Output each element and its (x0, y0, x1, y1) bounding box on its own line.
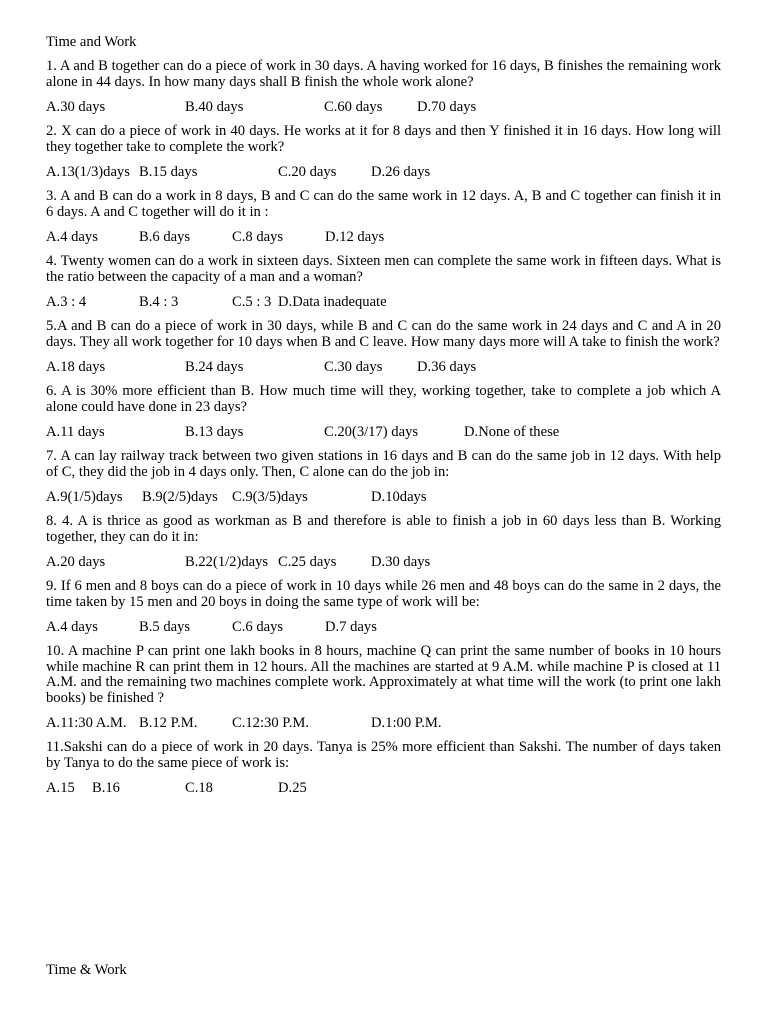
option-a: A.15 (46, 780, 75, 796)
question-3: 3. A and B can do a work in 8 days, B and C can do the same work in 12 days. A, B and C together can finish it in 6 days. A and C together will do it in : (46, 188, 721, 220)
options-1 (46, 99, 721, 115)
options-9 (46, 619, 721, 635)
option-c: C.9(3/5)days (232, 489, 308, 505)
option-c: C.30 days (324, 359, 383, 375)
option-a: A.4 days (46, 619, 98, 635)
options-4 (46, 294, 721, 310)
option-c: C.12:30 P.M. (232, 715, 310, 731)
option-d: D.7 days (325, 619, 377, 635)
options-7 (46, 489, 721, 505)
option-d: D.10days (371, 489, 427, 505)
option-d: D.26 days (371, 164, 431, 180)
option-b: B.6 days (139, 229, 191, 245)
option-a: A.3 : 4 (46, 294, 87, 310)
option-d: D.None of these (464, 424, 560, 440)
option-b: B.40 days (185, 99, 244, 115)
options-6 (46, 424, 721, 440)
option-c: C.8 days (232, 229, 284, 245)
document-page (46, 34, 721, 805)
option-d: D.1:00 P.M. (371, 715, 442, 731)
option-d: D.12 days (325, 229, 385, 245)
option-b: B.15 days (139, 164, 198, 180)
option-d: D.Data inadequate (278, 294, 387, 310)
question-4: 4. Twenty women can do a work in sixteen days. Sixteen men can complete the same work in fifteen days. What is the ratio between the capacity of a man and a woman? (46, 253, 721, 285)
option-d: D.36 days (417, 359, 477, 375)
options-8 (46, 554, 721, 570)
option-a: A.11 days (46, 424, 105, 440)
option-b: B.4 : 3 (139, 294, 179, 310)
question-7: 7. A can lay railway track between two given stations in 16 days and B can do the same job in 12 days. With help of C, they did the job in 4 days only. Then, C alone can do the job in: (46, 448, 721, 480)
question-11: 11.Sakshi can do a piece of work in 20 days. Tanya is 25% more efficient than Sakshi. The number of days taken by Tanya to do the same piece of work is: (46, 739, 721, 771)
question-5: 5.A and B can do a piece of work in 30 days, while B and C can do the same work in 24 days and C and A in 20 days. They all work together for 10 days when B and C leave. How many days more will A take to finish the work? (46, 318, 721, 350)
option-c: C.20(3/17) days (324, 424, 419, 440)
question-2: 2. X can do a piece of work in 40 days. He works at it for 8 days and then Y finished it in 16 days. How long will they together take to complete the work? (46, 123, 721, 155)
option-d: D.30 days (371, 554, 431, 570)
option-c: C.5 : 3 (232, 294, 272, 310)
option-b: B.22(1/2)days (185, 554, 269, 570)
options-3 (46, 229, 721, 245)
option-a: A.30 days (46, 99, 106, 115)
options-5 (46, 359, 721, 375)
option-c: C.60 days (324, 99, 383, 115)
option-a: A.18 days (46, 359, 106, 375)
option-d: D.25 (278, 780, 307, 796)
option-a: A.9(1/5)days (46, 489, 123, 505)
option-b: B.13 days (185, 424, 244, 440)
option-c: C.6 days (232, 619, 284, 635)
option-a: A.20 days (46, 554, 106, 570)
page-footer: Time & Work (46, 962, 127, 978)
options-10 (46, 715, 721, 731)
option-c: C.25 days (278, 554, 337, 570)
question-8: 8. 4. A is thrice as good as workman as B and therefore is able to finish a job in 60 days less than B. Working together, they can do it in: (46, 513, 721, 545)
question-6: 6. A is 30% more efficient than B. How much time will they, working together, take to complete a job which A alone could have done in 23 days? (46, 383, 721, 415)
option-c: C.20 days (278, 164, 337, 180)
document-title: Time and Work (46, 34, 137, 50)
question-1: 1. A and B together can do a piece of work in 30 days. A having worked for 16 days, B finishes the remaining work alone in 44 days. In how many days shall B finish the whole work alone? (46, 58, 721, 90)
option-b: B.24 days (185, 359, 244, 375)
question-9: 9. If 6 men and 8 boys can do a piece of work in 10 days while 26 men and 48 boys can do the same in 2 days, the time taken by 15 men and 20 boys in doing the same type of work will be: (46, 578, 721, 610)
option-c: C.18 (185, 780, 213, 796)
option-a: A.11:30 A.M. (46, 715, 127, 731)
option-b: B.16 (92, 780, 120, 796)
option-b: B.5 days (139, 619, 191, 635)
options-2 (46, 164, 721, 180)
option-b: B.9(2/5)days (142, 489, 218, 505)
options-11 (46, 780, 721, 796)
option-a: A.4 days (46, 229, 98, 245)
option-d: D.70 days (417, 99, 477, 115)
option-b: B.12 P.M. (139, 715, 198, 731)
question-10: 10. A machine P can print one lakh books in 8 hours, machine Q can print the same number of books in 10 hours while machine R can print them in 12 hours. All the machines are started at 9 A.M. while machine P is closed at 11 A.M. and the remaining two machines complete work. Approximately at what time will the work (to print one lakh books) be finished ? (46, 643, 721, 706)
option-a: A.13(1/3)days (46, 164, 130, 180)
